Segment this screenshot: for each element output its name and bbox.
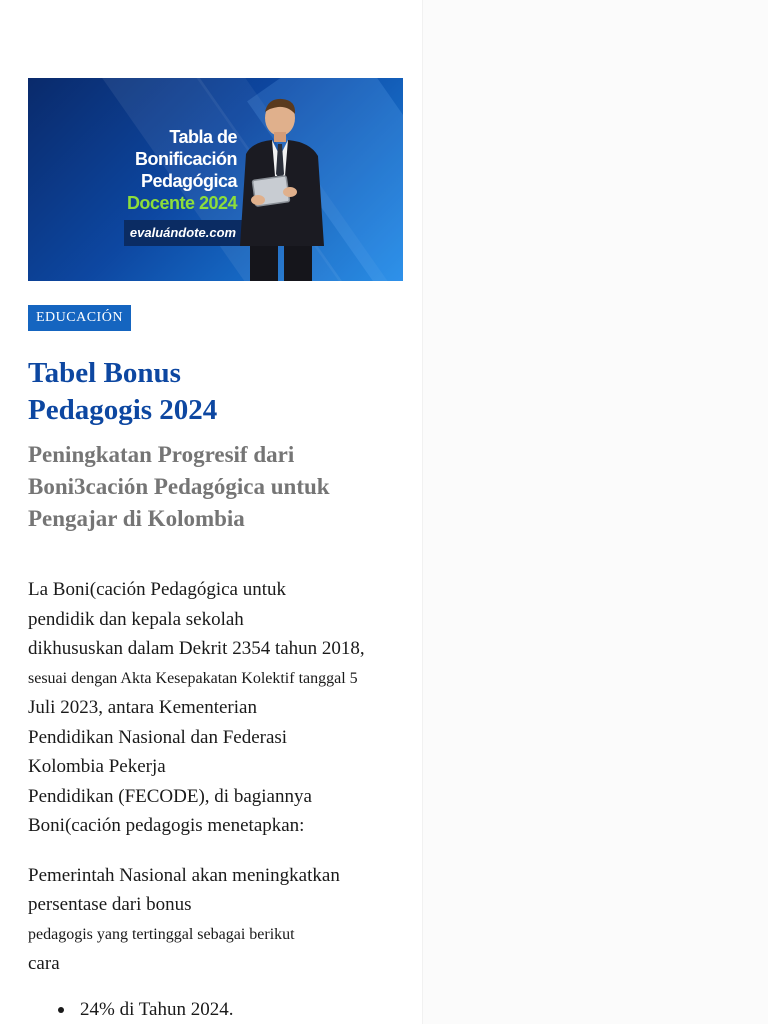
paragraph-line: Pendidikan (FECODE), di bagiannya — [28, 785, 312, 807]
paragraph-line: La Boni(cación Pedagógica untuk — [28, 579, 287, 600]
side-panel — [422, 0, 768, 1024]
teacher-illustration — [228, 96, 338, 281]
bullet-icon — [58, 1007, 64, 1013]
post-title — [28, 355, 288, 429]
category-tag[interactable]: EDUCACIÓN — [28, 305, 131, 331]
paragraph-line: cara — [28, 953, 60, 974]
list-item — [28, 997, 408, 1023]
paragraph-line: Juli 2023, antara Kementerian — [28, 697, 257, 718]
paragraph-government — [28, 861, 408, 979]
post-title-line: Pedagogis 2024 — [28, 394, 218, 426]
bonus-list — [28, 997, 408, 1023]
paragraph-line: Pemerintah Nasional akan meningkatkan — [28, 864, 340, 886]
post-subtitle — [28, 439, 388, 535]
paragraph-line: Boni(cación pedagogis menetapkan: — [28, 815, 305, 836]
paragraph-line: Pendidikan Nasional dan Federasi — [28, 726, 288, 748]
hero-banner-title — [127, 126, 237, 214]
paragraph-line: persentase dari bonus — [28, 894, 192, 915]
hero-title-line-accent: Docente 2024 — [126, 193, 237, 213]
hero-site-label: evaluándote.com — [124, 220, 242, 246]
hero-title-line: Tabla de — [169, 127, 237, 147]
list-item-text: 24% di Tahun 2024. — [80, 998, 234, 1020]
paragraph-intro — [28, 575, 408, 841]
paragraph-line: Kolombia Pekerja — [28, 756, 166, 777]
hero-title-line: Pedagógica — [140, 171, 237, 191]
subtitle-line: Boni3cación Pedagógica untuk — [28, 474, 330, 499]
hero-title-line: Bonificación — [134, 149, 237, 169]
paragraph-line: dikhususkan dalam Dekrit 2354 tahun 2018, — [28, 638, 365, 659]
paragraph-line: pedagogis yang tertinggal sebagai berikut — [28, 925, 295, 943]
post-title-line: Tabel Bonus — [28, 357, 181, 389]
subtitle-line: Peningkatan Progresif dari — [28, 442, 295, 467]
hero-banner-image[interactable] — [28, 78, 403, 281]
paragraph-line: sesuai dengan Akta Kesepakatan Kolektif tanggal 5 — [28, 669, 358, 687]
paragraph-line: pendidik dan kepala sekolah — [28, 608, 244, 630]
article — [28, 78, 408, 1023]
subtitle-line: Pengajar di Kolombia — [28, 506, 245, 531]
